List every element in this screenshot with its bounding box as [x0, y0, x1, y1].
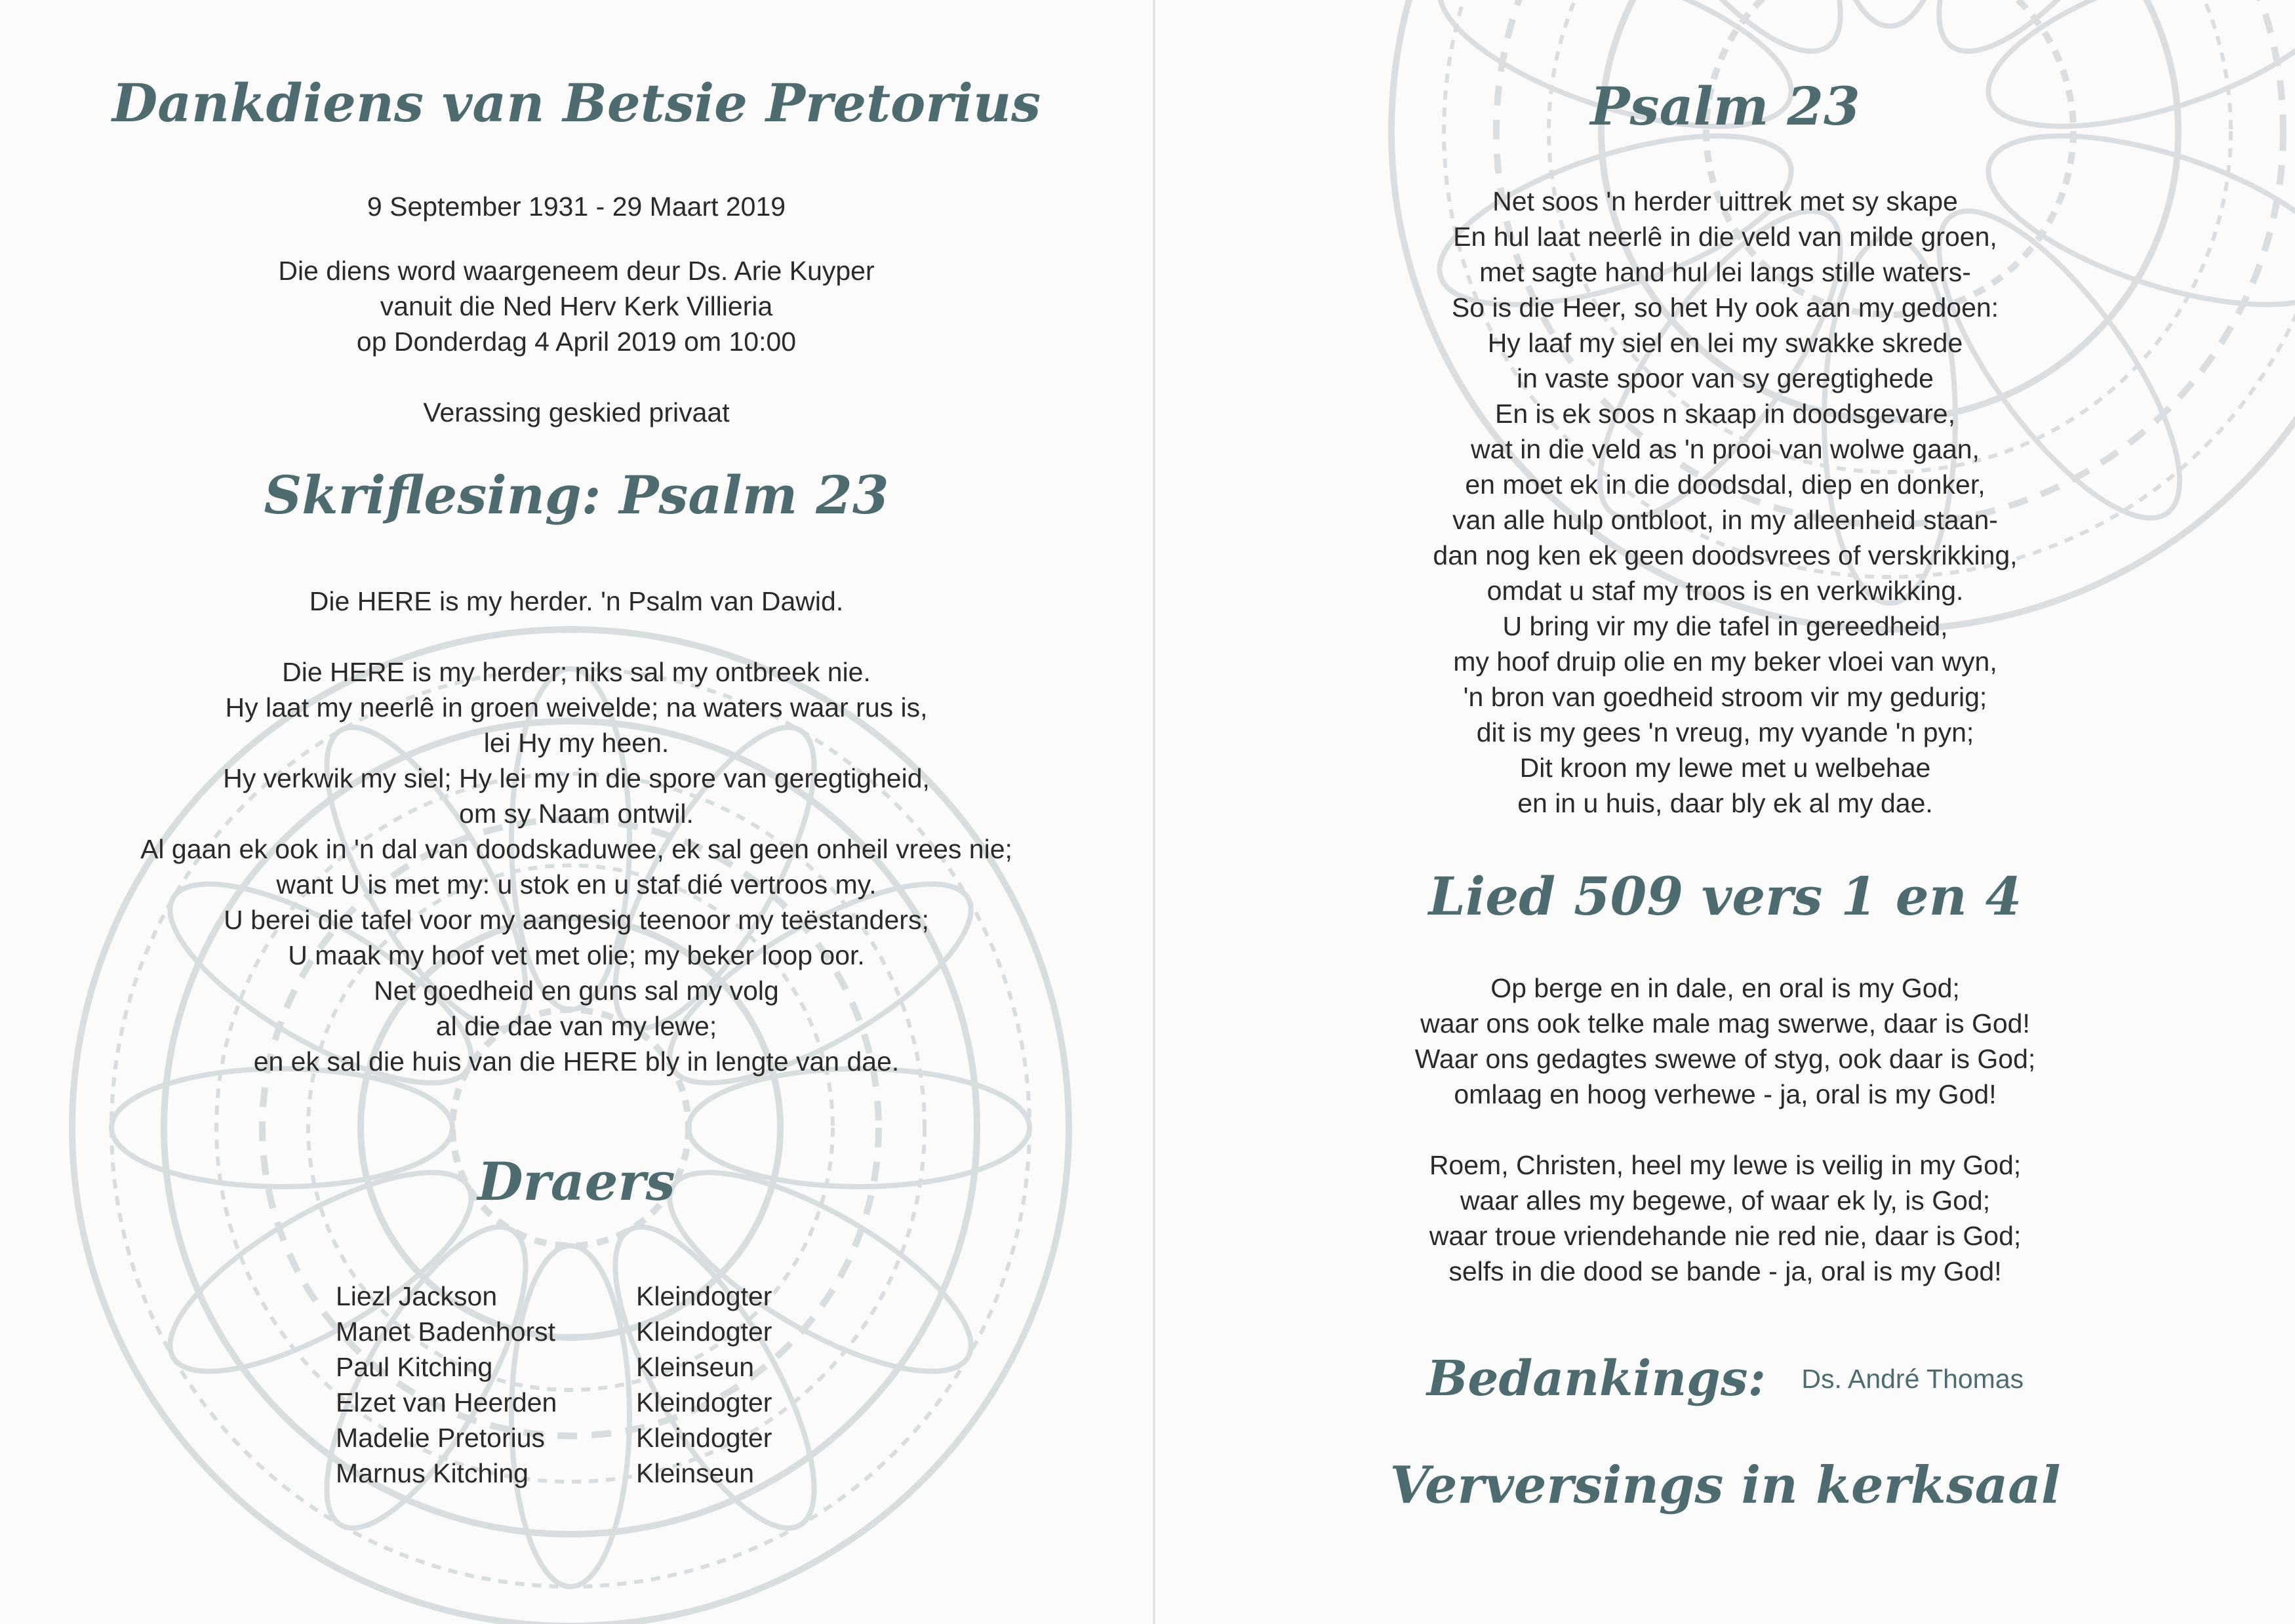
hymn-line: omlaag en hoog verhewe - ja, oral is my God!: [1454, 1079, 1997, 1109]
reading-line: lei Hy my heen.: [483, 728, 669, 758]
life-dates: 9 September 1931 - 29 Maart 2019: [367, 191, 786, 222]
reading-line: Net goedheid en guns sal my volg: [374, 976, 779, 1006]
bearer-name: Paul Kitching: [336, 1352, 493, 1382]
bearer-relation: Kleindogter: [636, 1423, 772, 1453]
psalm-line: dit is my gees 'n vreug, my vyande 'n pyn;: [1476, 717, 1974, 747]
psalm-line: my hoof druip olie en my beker vloei van wyn,: [1453, 646, 1997, 677]
service-line: vanuit die Ned Herv Kerk Villieria: [380, 291, 773, 321]
hymn-line: Roem, Christen, heel my lewe is veilig in my God;: [1429, 1150, 2022, 1180]
reading-line: Hy laat my neerlê in groen weivelde; na waters waar rus is,: [225, 692, 928, 723]
bearer-name: Elzet van Heerden: [336, 1387, 557, 1417]
psalm-line: Hy laaf my siel en lei my swakke skrede: [1487, 328, 1963, 358]
psalm-line: En is ek soos n skaap in doodsgevare,: [1495, 399, 1955, 429]
thanks-line: [1155, 1351, 2295, 1407]
psalm-line: 'n bron van goedheid stroom vir my gedurig;: [1463, 682, 1987, 712]
psalm-line: en moet ek in die doodsdal, diep en donker,: [1465, 469, 1986, 500]
psalm-line: dan nog ken ek geen doodsvrees of verskrikking,: [1433, 540, 2018, 570]
psalm-line: omdat u staf my troos is en verkwikking.: [1487, 576, 1964, 606]
bearer-relation: Kleinseun: [636, 1352, 755, 1382]
hymn-line: waar ons ook telke male mag swerwe, daar is God!: [1420, 1008, 2030, 1039]
service-details: [0, 253, 1153, 359]
psalm-line: U bring vir my die tafel in gereedheid,: [1502, 611, 1948, 641]
thanks-heading: Bedankings:: [1426, 1351, 1766, 1407]
bearer-name: Liezl Jackson: [336, 1281, 498, 1311]
reading-line: Die HERE is my herder; niks sal my ontbreek nie.: [282, 657, 871, 687]
refreshments-heading: Verversings in kerksaal: [1389, 1456, 2061, 1515]
hymn-verse-4: [1155, 1147, 2295, 1289]
bearer-row: [336, 1420, 772, 1456]
service-title: Dankdiens van Betsie Pretorius: [111, 72, 1041, 134]
right-page: [1155, 0, 2295, 1624]
service-line: op Donderdag 4 April 2019 om 10:00: [356, 327, 797, 357]
reading-line: U maak my hoof vet met olie; my beker loop oor.: [288, 940, 865, 970]
reading-text: [0, 654, 1153, 1079]
reading-line: Hy verkwik my siel; Hy lei my in die spore van geregtigheid,: [223, 763, 930, 793]
reading-line: om sy Naam ontwil.: [459, 799, 694, 829]
reading-intro: Die HERE is my herder. 'n Psalm van Dawid.: [309, 586, 844, 616]
service-line: Die diens word waargeneem deur Ds. Arie Kuyper: [278, 256, 875, 286]
hymn-line: Waar ons gedagtes swewe of styg, ook daar is God;: [1414, 1044, 2036, 1074]
bearer-row: [336, 1349, 772, 1385]
psalm-line: met sagte hand hul lei langs stille waters-: [1479, 257, 1971, 287]
bearers-heading: Draers: [477, 1151, 675, 1212]
hymn-line: selfs in die dood se bande - ja, oral is my God!: [1448, 1256, 2002, 1286]
bearers-list: [336, 1278, 772, 1491]
psalm-line: wat in die veld as 'n prooi van wolwe gaan,: [1471, 434, 1980, 464]
right-page-content: [1155, 0, 2295, 1624]
hymn-line: waar alles my begewe, of waar ek ly, is God;: [1460, 1185, 1991, 1216]
reading-line: en ek sal die huis van die HERE bly in lengte van dae.: [253, 1046, 900, 1077]
hymn-line: Op berge en in dale, en oral is my God;: [1490, 973, 1960, 1003]
bearer-name: Marnus Kitching: [336, 1458, 529, 1488]
reading-line: want U is met my: u stok en u staf dié vertroos my.: [276, 869, 877, 900]
psalm-heading: Psalm 23: [1590, 75, 1860, 137]
psalm-text: [1155, 184, 2295, 821]
psalm-line: in vaste spoor van sy geregtighede: [1517, 363, 1934, 393]
psalm-line: Net soos 'n herder uittrek met sy skape: [1492, 186, 1958, 216]
psalm-line: en in u huis, daar bly ek al my dae.: [1517, 788, 1933, 818]
bearer-relation: Kleindogter: [636, 1317, 772, 1347]
cremation-note: Verassing geskied privaat: [423, 397, 730, 427]
reading-line: Al gaan ek ook in 'n dal van doodskaduwee, ek sal geen onheil vrees nie;: [140, 834, 1012, 864]
reading-heading: Skriflesing: Psalm 23: [264, 464, 889, 526]
bearer-row: [336, 1278, 772, 1314]
reading-line: al die dae van my lewe;: [435, 1011, 717, 1041]
psalm-line: van alle hulp ontbloot, in my alleenheid staan-: [1452, 505, 1998, 535]
hymn-verse-1: [1155, 970, 2295, 1112]
psalm-line: Dit kroon my lewe met u welbehae: [1519, 753, 1931, 783]
bearer-relation: Kleindogter: [636, 1387, 772, 1417]
hymn-heading: Lied 509 vers 1 en 4: [1428, 865, 2022, 927]
psalm-line: En hul laat neerlê in die veld van milde groen,: [1453, 222, 1997, 252]
bearer-row: [336, 1314, 772, 1349]
bearer-row: [336, 1385, 772, 1420]
bearer-name: Manet Badenhorst: [336, 1317, 556, 1347]
thanks-minister: Ds. André Thomas: [1801, 1363, 2024, 1394]
psalm-line: So is die Heer, so het Hy ook aan my gedoen:: [1451, 292, 1999, 323]
bearer-relation: Kleindogter: [636, 1281, 772, 1311]
hymn-line: waar troue vriendehande nie red nie, daar is God;: [1429, 1221, 2022, 1251]
bearer-relation: Kleinseun: [636, 1458, 755, 1488]
bearer-row: [336, 1456, 772, 1491]
reading-line: U berei die tafel voor my aangesig teenoor my teëstanders;: [224, 905, 929, 935]
bearer-name: Madelie Pretorius: [336, 1423, 546, 1453]
